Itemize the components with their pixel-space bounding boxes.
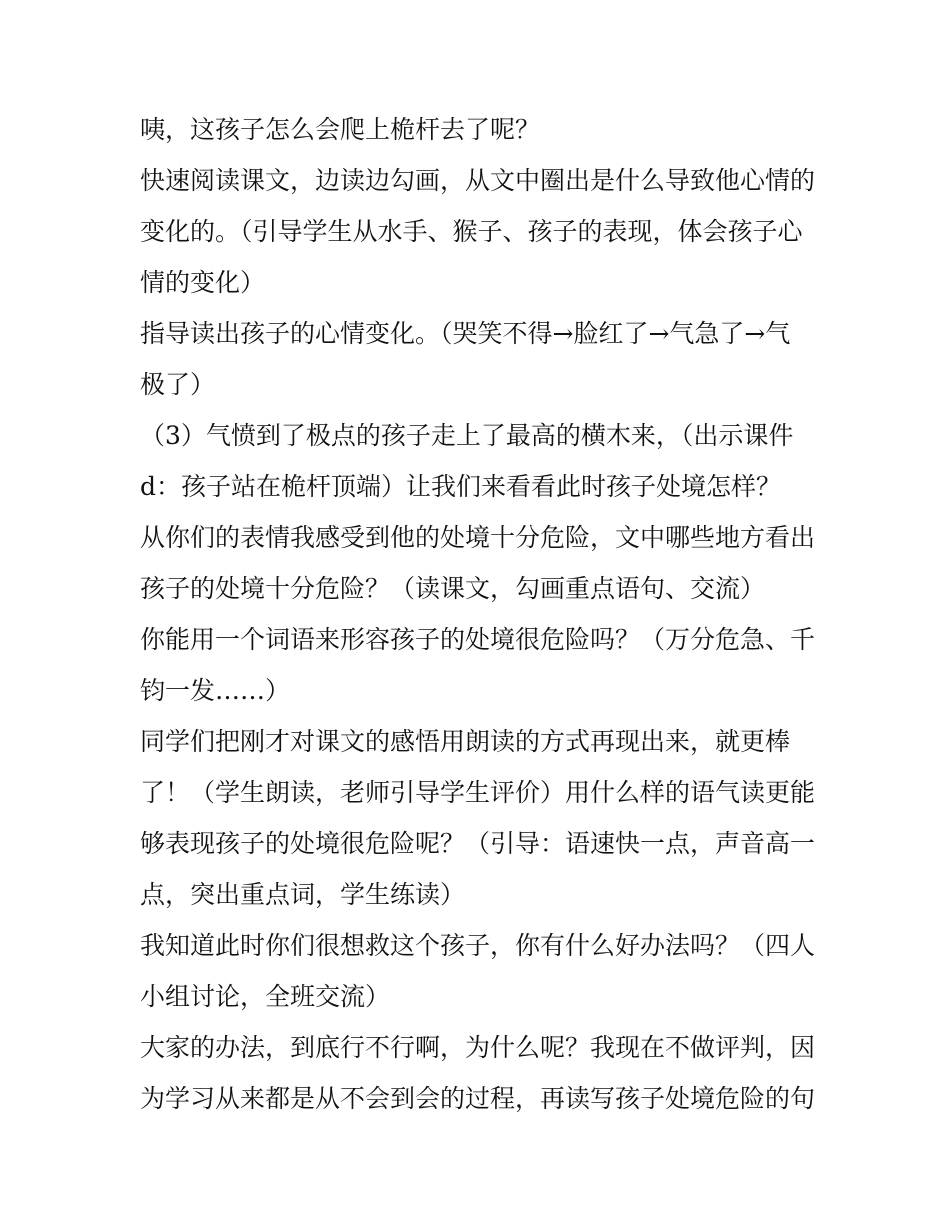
text-line: 情的变化）	[140, 268, 266, 297]
text-line: 变化的。（引导学生从水手、猴子、孩子的表现，体会孩子心	[140, 217, 803, 246]
text-line: 够表现孩子的处境很危险呢？（引导：语速快一点，声音高一	[140, 829, 816, 858]
text-line: d：孩子站在桅杆顶端）让我们来看看此时孩子处境怎样？	[140, 472, 782, 501]
body-text	[140, 104, 820, 1124]
text-line: 了！（学生朗读，老师引导学生评价）用什么样的语气读更能	[140, 778, 816, 807]
text-line: 快速阅读课文，边读边勾画，从文中圈出是什么导致他心情的	[140, 166, 816, 195]
text-line: 同学们把刚才对课文的感悟用朗读的方式再现出来，就更棒	[140, 727, 791, 756]
text-line: 咦，这孩子怎么会爬上桅杆去了呢？	[140, 115, 541, 144]
text-line: 孩子的处境十分危险？（读课文，勾画重点语句、交流）	[140, 574, 766, 603]
text-line: 极了）	[140, 370, 216, 399]
text-line: 小组讨论，全班交流）	[140, 982, 391, 1011]
text-line: 从你们的表情我感受到他的处境十分危险，文中哪些地方看出	[140, 523, 816, 552]
text-line: 指导读出孩子的心情变化。（哭笑不得→脸红了→气急了→气	[140, 319, 791, 348]
text-line: 大家的办法，到底行不行啊，为什么呢？我现在不做评判，因	[140, 1033, 816, 1062]
text-line: （3）气愤到了极点的孩子走上了最高的横木来，（出示课件	[140, 421, 794, 450]
text-line: 你能用一个词语来形容孩子的处境很危险吗？（万分危急、千	[140, 625, 816, 654]
text-line: 我知道此时你们很想救这个孩子，你有什么好办法吗？（四人	[140, 931, 816, 960]
text-line: 点，突出重点词，学生练读）	[140, 880, 466, 909]
text-line: 钧一发……）	[140, 676, 291, 705]
text-line: 为学习从来都是从不会到会的过程，再读写孩子处境危险的句	[140, 1084, 816, 1113]
